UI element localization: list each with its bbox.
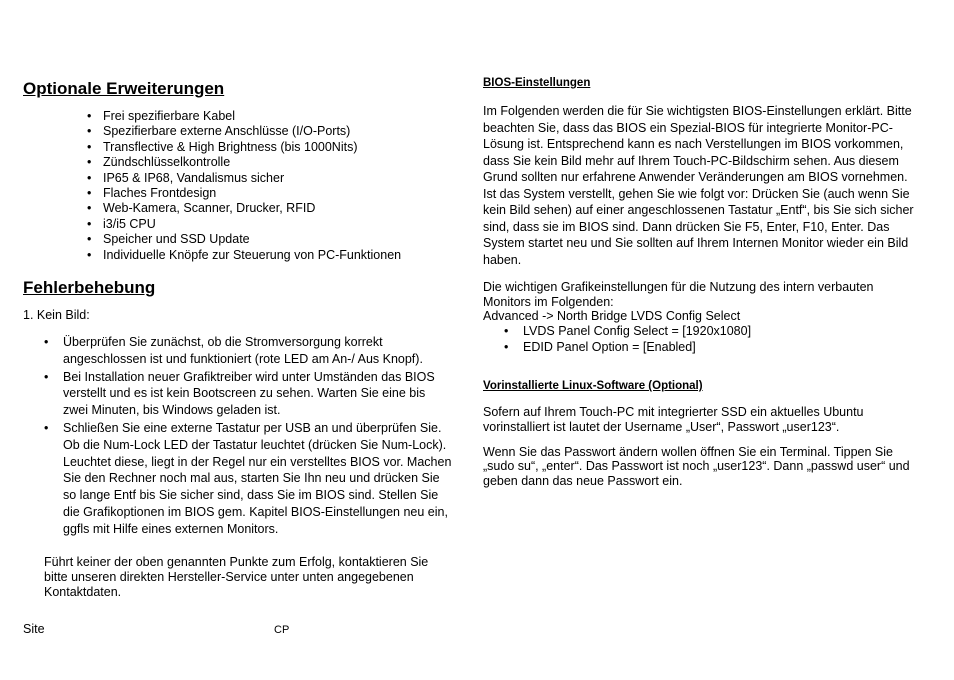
closing-note: Führt keiner der oben genannten Punkte zum Erfolg, kontaktieren Sie bitte unseren direkten Hersteller-Service unter unten angegebenen Kontaktdaten. <box>44 554 429 599</box>
no-image-subheading: 1. Kein Bild: <box>23 308 90 323</box>
bios-heading: BIOS-Einstellungen <box>483 77 591 89</box>
list-item: • Speicher und SSD Update <box>87 232 453 247</box>
troubleshooting-heading: Fehlerbehebung <box>23 278 156 298</box>
list-item: • IP65 & IP68, Vandalismus sicher <box>87 171 453 186</box>
troubleshooting-list <box>44 334 453 538</box>
extensions-heading: Optionale Erweiterungen <box>23 79 225 98</box>
list-item: • Individuelle Knöpfe zur Steuerung von PC-Funktionen <box>87 248 453 263</box>
list-item: • Bei Installation neuer Grafiktreiber wird unter Umständen das BIOS verstellt und es ist kein Bootscreen zu sehen. Warten Sie eine bis zwei Minuten, bis Windows geladen ist. <box>44 369 453 419</box>
list-item: • Frei spezifierbare Kabel <box>87 109 453 124</box>
linux-heading: Vorinstallierte Linux-Software (Optional) <box>483 380 703 393</box>
list-item: • Überprüfen Sie zunächst, ob die Stromversorgung korrekt angeschlossen ist und funktioniert (rote LED am An-/ Aus Knopf). <box>44 334 453 368</box>
list-item: • Transflective & High Brightness (bis 1000Nits) <box>87 140 453 155</box>
list-item: • Spezifierbare externe Anschlüsse (I/O-Ports) <box>87 124 453 139</box>
right-column <box>483 76 923 489</box>
list-item: • Web-Kamera, Scanner, Drucker, RFID <box>87 201 453 216</box>
list-item: • Flaches Frontdesign <box>87 186 453 201</box>
list-item: • Schließen Sie eine externe Tastatur per USB an und überprüfen Sie. Ob die Num-Lock LED der Tastatur leuchtet (drücken Sie Num-Lock). Leuchtet diese, liegt in der Regel nur ein verstelltes BIOS vor. Machen Sie den Rechner noch mal aus, starten Sie Ihn neu und drücken Sie so lange Entf bis Sie sicher sind, dass Sie im BIOS sind. Stellen Sie die Grafikoptionen im BIOS gem. Kapitel BIOS-Einstellungen neu ein, ggfls mit Hilfe eines externen Monitors. <box>44 420 453 538</box>
left-column <box>23 78 453 600</box>
footer-site-label: Site <box>23 622 45 636</box>
list-item: • Zündschlüsselkontrolle <box>87 155 453 170</box>
linux-paragraph-1: Sofern auf Ihrem Touch-PC mit integrierter SSD ein aktuelles Ubuntu vorinstalliert ist lautet der Username „User“, Passwort „user123“. <box>483 405 864 434</box>
graphics-settings-list <box>504 324 923 355</box>
footer-cp-label: CP <box>274 624 290 636</box>
extensions-list <box>87 109 453 263</box>
bios-paragraph: Im Folgenden werden die für Sie wichtigsten BIOS-Einstellungen erklärt. Bitte beachten Sie, dass das BIOS ein Spezial-BIOS für integrierte Monitor-PC-Lösung ist. Entsprechend kann es nach Verstellungen im BIOS vorkommen, dass Sie kein Bild mehr auf Ihrem Touch-PC-Bildschirm sehen. Aus diesem Grund sollten nur erfahrene Anwender Veränderungen am BIOS vornehmen. Ist das System verstellt, gehen Sie wie folgt vor: Drücken Sie (auch wenn Sie kein Bild sehen) auf einer angeschlossenen Tastatur „Entf“, bis Sie sich sicher sind, dass sie im BIOS sind. Dann drücken Sie F5, Enter, F10, Enter. Das System startet neu und Sie sollten auf Ihrem Internen Monitor wieder ein Bild haben. <box>483 104 914 267</box>
list-item: • EDID Panel Option = [Enabled] <box>504 340 923 356</box>
list-item: • LVDS Panel Config Select = [1920x1080] <box>504 324 923 340</box>
linux-paragraph-2: Wenn Sie das Passwort ändern wollen öffnen Sie ein Terminal. Tippen Sie „sudo su“, „enter“. Das Passwort ist noch „user123“. Dann „passwd user“ und geben dann das neue Passwort ein. <box>483 444 910 489</box>
graphics-path: Advanced -> North Bridge LVDS Config Select <box>483 309 741 324</box>
list-item: • i3/i5 CPU <box>87 217 453 232</box>
graphics-intro: Die wichtigen Grafikeinstellungen für die Nutzung des intern verbauten Monitors im Folgenden: <box>483 280 874 309</box>
